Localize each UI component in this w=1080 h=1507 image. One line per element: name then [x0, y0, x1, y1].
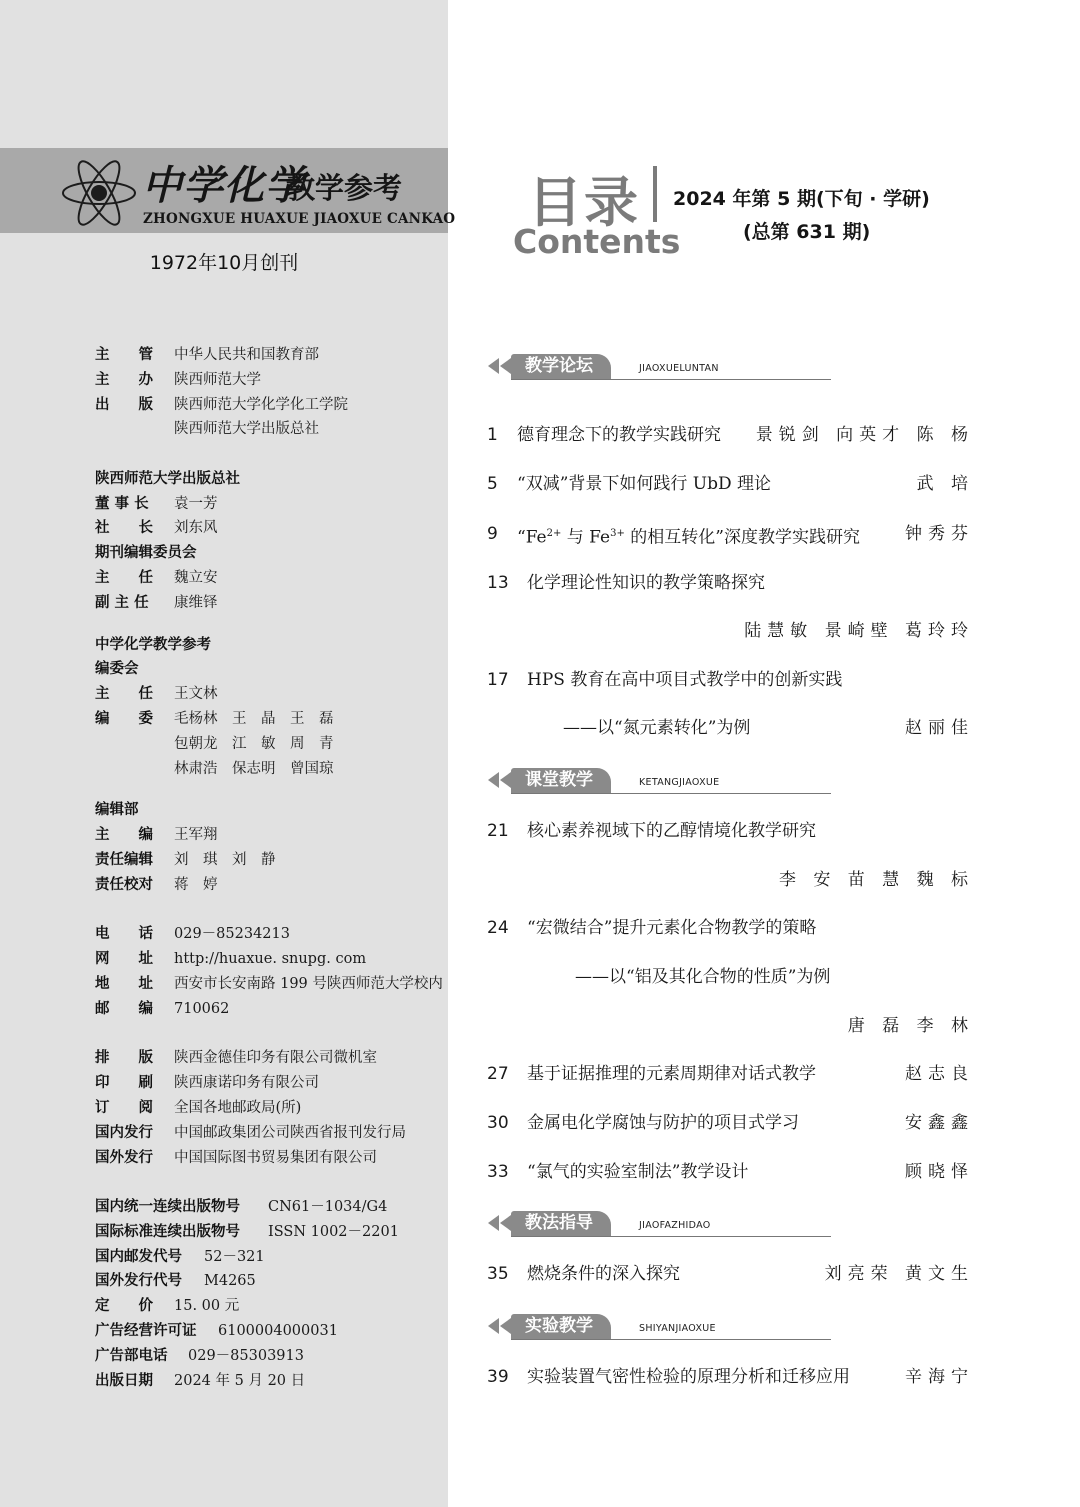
info-row: 主 编 王军翔 — [95, 827, 218, 843]
toc-authors: 顾晓怿 — [905, 1162, 974, 1182]
info-row: 定 价 15. 00 元 — [95, 1298, 240, 1314]
toc-authors: 辛海宁 — [905, 1367, 974, 1387]
toc-page-number: 30 — [487, 1113, 509, 1133]
toc-entry[interactable] — [487, 572, 974, 644]
toc-authors: 赵志良 — [905, 1064, 974, 1084]
toc-authors: 唐 磊 李 林 — [847, 1016, 974, 1036]
press-title: 陕西师范大学出版总社 — [95, 471, 240, 487]
section-pinyin: SHIYANJIAOXUE — [639, 1323, 716, 1334]
website-row: 网 址 http://huaxue. snupg. com — [95, 951, 367, 967]
left-info-column — [0, 0, 456, 1507]
info-row: 主 办 陕西师范大学 — [95, 372, 261, 388]
toc-authors: 李 安 苗 慧 魏 标 — [778, 870, 974, 890]
journal-logo-subtitle: 教学参考 — [286, 171, 403, 205]
toc-entry[interactable] — [487, 1263, 974, 1287]
info-row: 编 委 毛杨林 王 晶 王 磊 — [95, 711, 334, 727]
toc-title: “双减”背景下如何践行 UbD 理论 — [517, 474, 772, 494]
toc-page-number: 1 — [487, 425, 498, 445]
section-rule — [511, 793, 831, 794]
title-divider — [653, 166, 657, 222]
info-row: 陕西师范大学出版总社 — [174, 421, 319, 437]
info-row: 副 主 任 康维铎 — [95, 595, 218, 611]
toc-page-number: 35 — [487, 1264, 509, 1284]
info-row: 董 事 长 袁一芳 — [95, 496, 218, 512]
board-title: 中学化学教学参考 — [95, 637, 211, 653]
section-pinyin: KETANGJIAOXUE — [639, 777, 720, 788]
contents-title-chinese: 目录 — [528, 171, 640, 234]
info-row: 社 长 刘东风 — [95, 520, 218, 536]
toc-title: 化学理论性知识的教学策略探究 — [527, 573, 765, 593]
info-row: 主 任 王文林 — [95, 686, 218, 702]
toc-authors: 钟秀芬 — [905, 524, 974, 544]
toc-page-number: 39 — [487, 1367, 509, 1387]
info-row: 出 版 陕西师范大学化学化工学院 — [95, 397, 348, 413]
toc-title: “宏微结合”提升元素化合物教学的策略 — [527, 918, 817, 938]
postcode-row: 邮 编 710062 — [95, 1001, 230, 1017]
toc-page-number: 33 — [487, 1162, 509, 1182]
toc-page-number: 9 — [487, 524, 498, 544]
info-row: 包朝龙 江 敏 周 青 — [174, 736, 334, 752]
board-subtitle: 编委会 — [95, 661, 139, 677]
info-row: 林肃浩 保志明 曾国琼 — [174, 761, 334, 777]
journal-logo-chinese: 中学化学 — [142, 162, 306, 209]
section-rule — [511, 1339, 831, 1340]
founded-date: 1972年10月创刊 — [149, 252, 299, 274]
section-tab-label: 教法指导 — [511, 1211, 611, 1236]
toc-title: 燃烧条件的深入探究 — [527, 1264, 680, 1284]
contents-title-english: Contents — [513, 222, 681, 261]
toc-title: HPS 教育在高中项目式教学中的创新实践 — [527, 670, 843, 690]
section-tab-label: 课堂教学 — [511, 768, 611, 793]
double-arrow-left-icon — [488, 772, 512, 788]
toc-entry[interactable] — [487, 669, 974, 741]
dept-title: 编辑部 — [95, 802, 139, 818]
section-rule — [511, 379, 831, 380]
section-pinyin: JIAOFAZHIDAO — [639, 1220, 711, 1231]
section-tab-label: 教学论坛 — [511, 354, 611, 379]
atom-logo-icon — [60, 156, 138, 230]
toc-page-number: 27 — [487, 1064, 509, 1084]
toc-entry[interactable] — [487, 523, 974, 548]
toc-entry[interactable] — [487, 473, 974, 497]
toc-title: 德育理念下的教学实践研究 — [517, 425, 721, 445]
toc-entry[interactable] — [487, 917, 974, 1037]
journal-logo-english: ZHONGXUE HUAXUE JIAOXUE CANKAO — [143, 211, 456, 227]
toc-entry[interactable] — [487, 1366, 974, 1390]
section-rule — [511, 1236, 831, 1237]
double-arrow-left-icon — [488, 1318, 512, 1334]
toc-page-number: 24 — [487, 918, 509, 938]
issue-number: 2024 年第 5 期(下旬 · 学研) — [673, 188, 930, 210]
toc-title: 金属电化学腐蚀与防护的项目式学习 — [527, 1113, 799, 1133]
double-arrow-left-icon — [488, 1215, 512, 1231]
info-row: 国内发行 中国邮政集团公司陕西省报刊发行局 — [95, 1125, 406, 1141]
section-header-jiaofazhidao — [488, 1211, 831, 1241]
info-row: 主 管 中华人民共和国教育部 — [95, 347, 319, 363]
toc-entry[interactable] — [487, 424, 974, 448]
section-pinyin: JIAOXUELUNTAN — [639, 363, 719, 374]
toc-subtitle: ——以“铝及其化合物的性质”为例 — [575, 967, 831, 987]
toc-page-number: 21 — [487, 821, 509, 841]
toc-authors: 陆慧敏 景崎壁 葛玲玲 — [744, 621, 974, 641]
info-row: 责任编辑 刘 琪 刘 静 — [95, 852, 276, 868]
double-arrow-left-icon — [488, 358, 512, 374]
toc-title: 实验装置气密性检验的原理分析和迁移应用 — [527, 1367, 850, 1387]
toc-authors: 武 培 — [916, 474, 974, 494]
toc-page-number: 5 — [487, 474, 498, 494]
journal-masthead — [0, 148, 456, 233]
toc-entry[interactable] — [487, 1112, 974, 1136]
info-row: 责任校对 蒋 婷 — [95, 877, 218, 893]
section-header-jiaoxueluntan — [488, 354, 831, 384]
info-row: 广告部电话 029－85303913 — [95, 1348, 304, 1364]
info-row: 国内统一连续出版物号 CN61－1034/G4 — [95, 1199, 388, 1215]
address-row: 地 址 西安市长安南路 199 号陕西师范大学校内 — [95, 976, 443, 992]
toc-page-number: 17 — [487, 670, 509, 690]
section-header-ketangjiaoxue — [488, 768, 831, 798]
toc-authors: 安鑫鑫 — [905, 1113, 974, 1133]
toc-title: “氯气的实验室制法”教学设计 — [527, 1162, 749, 1182]
info-row: 印 刷 陕西康诺印务有限公司 — [95, 1075, 319, 1091]
info-row: 排 版 陕西金德佳印务有限公司微机室 — [95, 1050, 377, 1066]
total-issue-number: (总第 631 期) — [743, 221, 871, 243]
info-row: 订 阅 全国各地邮政局(所) — [95, 1100, 302, 1116]
toc-entry[interactable] — [487, 1063, 974, 1087]
toc-entry[interactable] — [487, 1161, 974, 1185]
phone-row: 电 话 029－85234213 — [95, 926, 290, 942]
info-row: 广告经营许可证 6100004000031 — [95, 1323, 338, 1339]
info-row: 国外发行代号 M4265 — [95, 1273, 256, 1289]
toc-page-number: 13 — [487, 573, 509, 593]
toc-entry[interactable] — [487, 820, 974, 892]
committee-title: 期刊编辑委员会 — [95, 545, 197, 561]
info-row: 国内邮发代号 52－321 — [95, 1249, 265, 1265]
toc-authors: 刘亮荣 黄文生 — [824, 1264, 974, 1284]
info-row: 国外发行 中国国际图书贸易集团有限公司 — [95, 1150, 377, 1166]
info-row: 主 任 魏立安 — [95, 570, 218, 586]
info-row: 出版日期 2024 年 5 月 20 日 — [95, 1373, 306, 1389]
section-header-shiyanjiaoxue — [488, 1314, 831, 1344]
toc-title: 核心素养视域下的乙醇情境化教学研究 — [527, 821, 816, 841]
info-row: 国际标准连续出版物号 ISSN 1002－2201 — [95, 1224, 399, 1240]
toc-subtitle: ——以“氮元素转化”为例 — [563, 718, 751, 738]
toc-authors: 赵丽佳 — [905, 718, 974, 738]
section-tab-label: 实验教学 — [511, 1314, 611, 1339]
toc-title: 基于证据推理的元素周期律对话式教学 — [527, 1064, 816, 1084]
toc-authors: 景锐剑 向英才 陈 杨 — [755, 425, 974, 445]
toc-title: “$Fe^{2+}$ 与 $Fe^{3+}$ 的相互转化”深度教学实践研究 — [517, 527, 860, 548]
